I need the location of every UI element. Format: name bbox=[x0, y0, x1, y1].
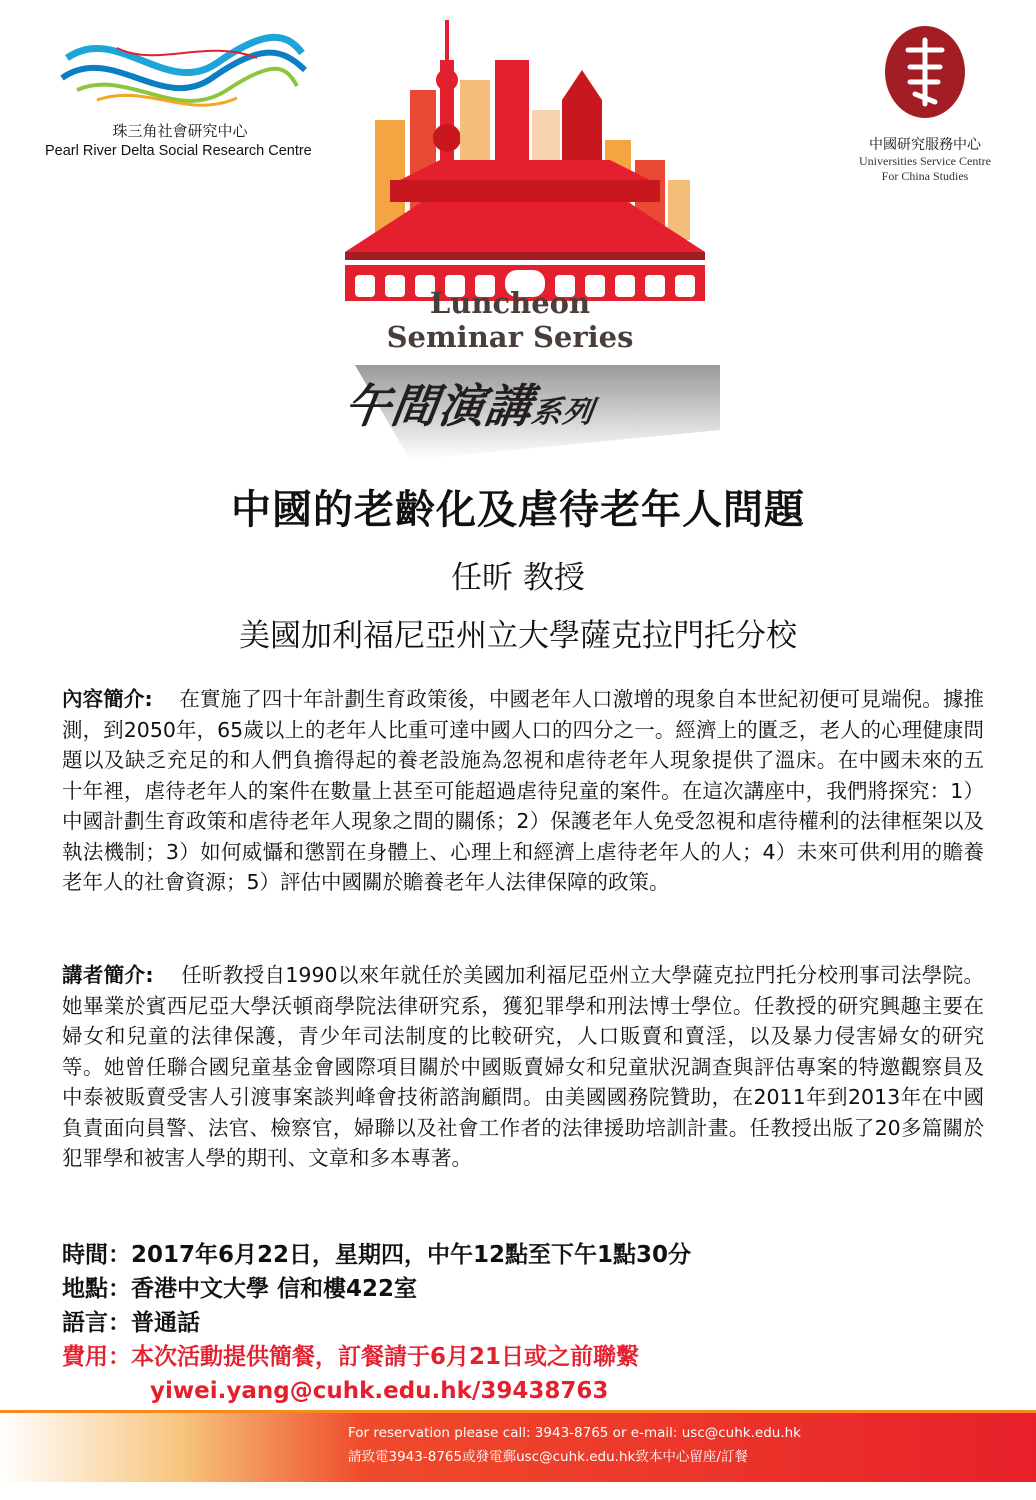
banner-title-zh-main: 午間演講 bbox=[340, 379, 537, 433]
prd-waves-icon bbox=[57, 28, 307, 116]
speaker-name: 任昕 教授 bbox=[451, 560, 585, 596]
banner-title-en-1: Luncheon bbox=[429, 286, 591, 320]
banner-title-zh bbox=[340, 370, 599, 436]
event-contact: yiwei.yang@cuhk.edu.hk/39438763 bbox=[150, 1378, 609, 1404]
usc-logo bbox=[835, 22, 1015, 184]
bio-text: 任昕教授自1990以來年就任於美國加利福尼亞州立大學薩克拉門托分校刑事司法學院。她畢業於賓西尼亞大學沃頓商學院法律研究系，獲犯罪學和刑法博士學位。任教授的研究興趣主要在婦女和兒童的法律保護，青少年司法制度的比較研究，人口販賣和賣淫，以及暴力侵害婦女的研究等。她曾任聯合國兒童基金會國際項目關於中國販賣婦女和兒童狀況調查與評估專案的特邀觀察員及中泰被販賣受害人引渡事案談判峰會技術諮詢顧問。由美國國務院贊助，在2011年到2013年在中國負責面向員警、法官、檢察官，婦聯以及社會工作者的法律援助培訓計畫。任教授出版了20多篇關於犯罪學和被害人學的期刊、文章和多本專著。 bbox=[62, 963, 984, 1170]
usc-name-en-2: For China Studies bbox=[881, 169, 969, 183]
footer-reservation-en: For reservation please call: 3943-8765 or e-mail: usc@cuhk.edu.hk bbox=[348, 1425, 801, 1441]
event-language: 語言：普通話 bbox=[62, 1310, 200, 1336]
footer-reservation-zh: 請致電3943-8765或發電郵usc@cuhk.edu.hk致本中心留座/訂餐 bbox=[348, 1449, 748, 1465]
speaker-affiliation: 美國加利福尼亞州立大學薩克拉門托分校 bbox=[239, 618, 797, 654]
event-details bbox=[62, 1238, 691, 1408]
event-fee: 費用：本次活動提供簡餐，訂餐請于6月21日或之前聯繫 bbox=[62, 1344, 640, 1370]
bio-section bbox=[62, 960, 984, 1174]
prd-name-en: Pearl River Delta Social Research Centre bbox=[45, 143, 312, 159]
intro-text: 在實施了四十年計劃生育政策後，中國老年人口激增的現象自本世紀初便可見端倪。據推測，到2050年，65歲以上的老年人比重可達中國人口的四分之一。經濟上的匱乏，老人的心理健康問題以及缺乏充足的和人們負擔得起的養老設施為忽視和虐待老年人現象提供了溫床。在中國未來的五十年裡，虐待老年人的案件在數量上甚至可能超過虐待兒童的案件。在這次講座中，我們將探究：1）中國計劃生育政策和虐待老年人現象之間的關係；2）保護老年人免受忽視和虐待權利的法律框架以及執法機制；3）如何威懾和懲罰在身體上、心理上和經濟上虐待老年人的人；4）未來可供利用的贍養老年人的社會資源；5）評估中國關於贍養老年人法律保障的政策。 bbox=[62, 687, 984, 894]
seminar-title: 中國的老齡化及虐待老年人問題 bbox=[231, 487, 805, 533]
banner-title-en-2: Seminar Series bbox=[386, 320, 634, 354]
usc-name-en-1: Universities Service Centre bbox=[859, 154, 991, 168]
event-venue: 地點：香港中文大學 信和樓422室 bbox=[62, 1276, 418, 1302]
bio-label: 講者簡介: bbox=[62, 963, 154, 987]
prd-logo bbox=[45, 28, 335, 159]
intro-section bbox=[62, 684, 984, 898]
intro-label: 內容簡介: bbox=[62, 687, 153, 711]
usc-seal-icon bbox=[880, 22, 970, 122]
banner-title-zh-suffix: 系列 bbox=[529, 395, 597, 430]
prd-name-zh: 珠三角社會研究中心 bbox=[112, 122, 248, 140]
usc-name-zh: 中國研究服務中心 bbox=[869, 137, 981, 153]
event-time: 時間：2017年6月22日，星期四，中午12點至下午1點30分 bbox=[62, 1242, 692, 1268]
